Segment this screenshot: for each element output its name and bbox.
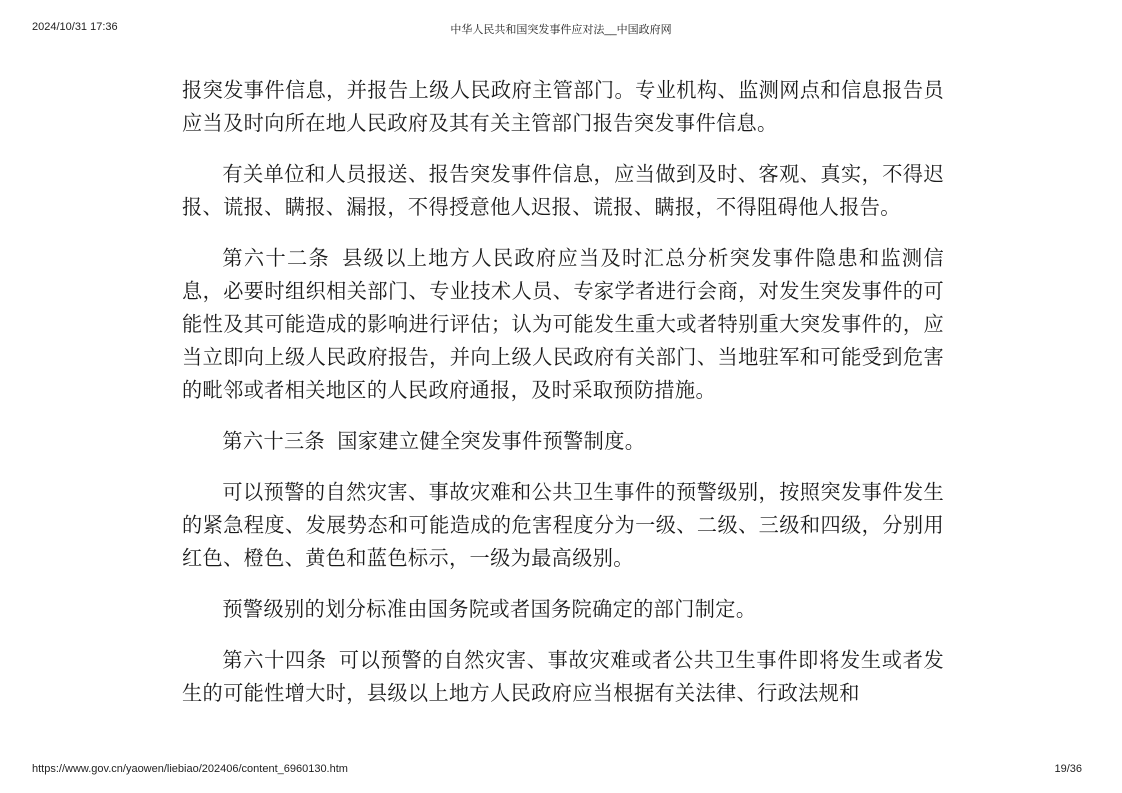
article-number: 第六十三条 [222, 429, 326, 453]
paragraph [182, 476, 944, 575]
print-date: 2024/10/31 17:36 [32, 21, 118, 33]
paragraph-text: 预警级别的划分标准由国务院或者国务院确定的部门制定。 [222, 597, 757, 621]
print-page-title: 中华人民共和国突发事件应对法__中国政府网 [450, 24, 672, 36]
article-62 [182, 242, 944, 407]
paragraph [182, 593, 944, 626]
paragraph-text: 有关单位和人员报送、报告突发事件信息，应当做到及时、客观、真实，不得迟报、谎报、瞒报、漏报，不得授意他人迟报、谎报、瞒报，不得阻碍他人报告。 [182, 162, 944, 219]
article-63 [182, 425, 944, 458]
paragraph-text: 县级以上地方人民政府应当及时汇总分析突发事件隐患和监测信息，必要时组织相关部门、专业技术人员、专家学者进行会商，对发生突发事件的可能性及其可能造成的影响进行评估；认为可能发生重大或者特别重大突发事件的，应当立即向上级人民政府报告，并向上级人民政府有关部门、当地驻军和可能受到危害的毗邻或者相关地区的人民政府通报，及时采取预防措施。 [182, 246, 944, 402]
article-64 [182, 644, 944, 710]
print-url: https://www.gov.cn/yaowen/liebiao/202406/content_6960130.htm [32, 763, 348, 775]
paragraph-text: 可以预警的自然灾害、事故灾难或者公共卫生事件即将发生或者发生的可能性增大时，县级以上地方人民政府应当根据有关法律、行政法规和 [182, 648, 944, 705]
paragraph [182, 158, 944, 224]
article-number: 第六十二条 [222, 246, 331, 270]
article-number: 第六十四条 [222, 648, 327, 672]
paragraph-text: 国家建立健全突发事件预警制度。 [337, 429, 646, 453]
paragraph-text: 报突发事件信息，并报告上级人民政府主管部门。专业机构、监测网点和信息报告员应当及时向所在地人民政府及其有关主管部门报告突发事件信息。 [182, 78, 944, 135]
document-body [182, 74, 944, 728]
paragraph [182, 74, 944, 140]
paragraph-text: 可以预警的自然灾害、事故灾难和公共卫生事件的预警级别，按照突发事件发生的紧急程度、发展势态和可能造成的危害程度分为一级、二级、三级和四级，分别用红色、橙色、黄色和蓝色标示，一级为最高级别。 [182, 480, 944, 570]
page-number: 19/36 [1054, 763, 1082, 775]
